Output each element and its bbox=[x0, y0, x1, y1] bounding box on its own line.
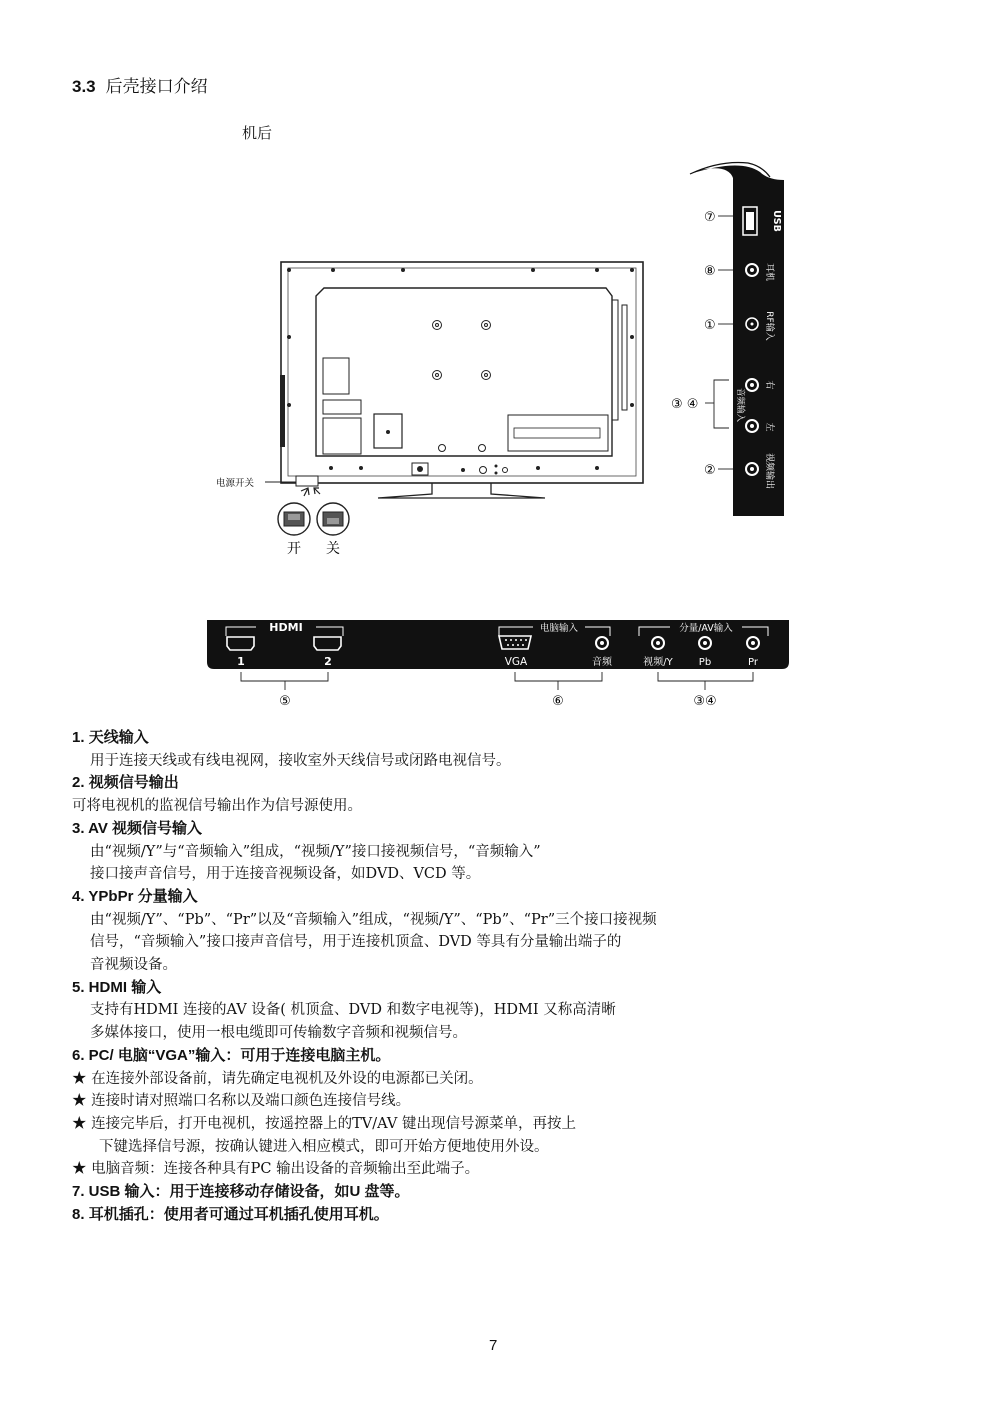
page-number: 7 bbox=[489, 1337, 498, 1354]
stand-base bbox=[378, 483, 545, 498]
item-4-text-3: 音视频设备。 bbox=[90, 957, 177, 974]
item-8-heading: 8. 耳机插孔：使用者可通过耳机插孔使用耳机。 bbox=[72, 1205, 389, 1223]
note-3-line-1: ★ 连接完毕后，打开电视机，按遥控器上的TV/AV 键出现信号源菜单，再按上 bbox=[72, 1115, 576, 1132]
marker-5: ⑤ bbox=[279, 694, 291, 709]
power-on-icon bbox=[278, 503, 310, 535]
item-5-text-2: 多媒体接口，使用一根电缆即可传输数字音频和视频信号。 bbox=[90, 1025, 467, 1042]
item-2-heading: 2. 视频信号输出 bbox=[72, 774, 179, 792]
item-1-text: 用于连接天线或有线电视网，接收室外天线信号或闭路电视信号。 bbox=[90, 752, 511, 769]
bottom-panel-diagram bbox=[200, 612, 800, 712]
marker-6: ⑥ bbox=[552, 694, 564, 709]
hdmi1-label: 1 bbox=[237, 655, 245, 668]
marker-1: ① bbox=[704, 318, 716, 333]
audio-right-label: 右 bbox=[764, 380, 774, 390]
item-6-heading: 6. PC/ 电脑“VGA”输入：可用于连接电脑主机。 bbox=[72, 1046, 391, 1064]
tv-bezel bbox=[281, 262, 643, 483]
pc-audio-label: 音频 bbox=[592, 657, 612, 668]
audio-in-label: 音频输入 bbox=[735, 387, 745, 423]
item-5-text-1: 支持有HDMI 连接的AV 设备( 机顶盒、DVD 和数字电视等)，HDMI 又称高清晰 bbox=[90, 1002, 616, 1019]
note-2: ★ 连接时请对照端口名称以及端口颜色连接信号线。 bbox=[72, 1093, 411, 1110]
pb-label: Pb bbox=[698, 657, 712, 668]
item-3-heading: 3. AV 视频信号输入 bbox=[72, 819, 203, 837]
audio-left-label: 左 bbox=[764, 422, 774, 432]
rf-label: RF输入 bbox=[764, 311, 774, 341]
pc-input-title: 电脑输入 bbox=[539, 623, 579, 634]
av-input-title: 分量/AV输入 bbox=[679, 623, 733, 634]
item-5-heading: 5. HDMI 输入 bbox=[72, 978, 162, 996]
item-7-heading: 7. USB 输入：用于连接移动存储设备，如U 盘等。 bbox=[72, 1183, 410, 1201]
video-out-label: 视频输出 bbox=[764, 452, 774, 490]
marker-7: ⑦ bbox=[704, 210, 716, 225]
section-title bbox=[72, 72, 208, 97]
item-3-text-2: 接口接声音信号，用于连接音视频设备，如DVD、VCD 等。 bbox=[90, 866, 481, 883]
video-y-label: 视频/Y bbox=[643, 657, 673, 668]
marker-8: ⑧ bbox=[704, 264, 716, 279]
hdmi2-label: 2 bbox=[324, 655, 332, 668]
earphone-label: 耳机 bbox=[764, 262, 774, 282]
note-4: ★ 电脑音频：连接各种具有PC 输出设备的音频输出至此端子。 bbox=[72, 1161, 480, 1178]
hdmi-title: HDMI bbox=[269, 621, 303, 634]
marker-3-4: ③ ④ bbox=[671, 397, 699, 412]
tv-back-diagram bbox=[200, 255, 660, 565]
back-label: 机后 bbox=[242, 124, 273, 142]
item-4-heading: 4. YPbPr 分量输入 bbox=[72, 887, 198, 905]
section-number: 3.3 bbox=[72, 77, 96, 96]
marker-3-4-bottom: ③④ bbox=[693, 694, 717, 709]
side-panel-diagram bbox=[665, 158, 795, 520]
item-2-text: 可将电视机的监视信号输出作为信号源使用。 bbox=[72, 798, 362, 815]
marker-2: ② bbox=[704, 463, 716, 478]
power-off-icon bbox=[317, 503, 349, 535]
item-4-text-2: 信号，“音频输入”接口接声音信号，用于连接机顶盒、DVD 等具有分量输出端子的 bbox=[90, 934, 622, 951]
vga-label: VGA bbox=[504, 656, 528, 668]
note-3-line-2: 下键选择信号源，按确认键进入相应模式，即可开始方便地使用外设。 bbox=[99, 1138, 549, 1155]
power-on-label: 开 bbox=[287, 541, 301, 557]
usb-label: USB bbox=[771, 210, 782, 232]
item-3-text-1: 由“视频/Y”与“音频输入”组成，“视频/Y”接口接视频信号，“音频输入” bbox=[90, 843, 541, 860]
power-switch-label: 电源开关 bbox=[216, 478, 255, 489]
power-off-label: 关 bbox=[326, 541, 340, 557]
port-descriptions bbox=[72, 727, 932, 1226]
note-1: ★ 在连接外部设备前，请先确定电视机及外设的电源都已关闭。 bbox=[72, 1070, 483, 1087]
item-1-heading: 1. 天线输入 bbox=[72, 729, 149, 746]
section-title-text: 后壳接口介绍 bbox=[105, 77, 208, 97]
item-4-text-1: 由“视频/Y”、“Pb”、“Pr”以及“音频输入”组成，“视频/Y”、“Pb”、“Pr”三个接口接视频 bbox=[90, 911, 657, 928]
pr-label: Pr bbox=[748, 657, 758, 668]
